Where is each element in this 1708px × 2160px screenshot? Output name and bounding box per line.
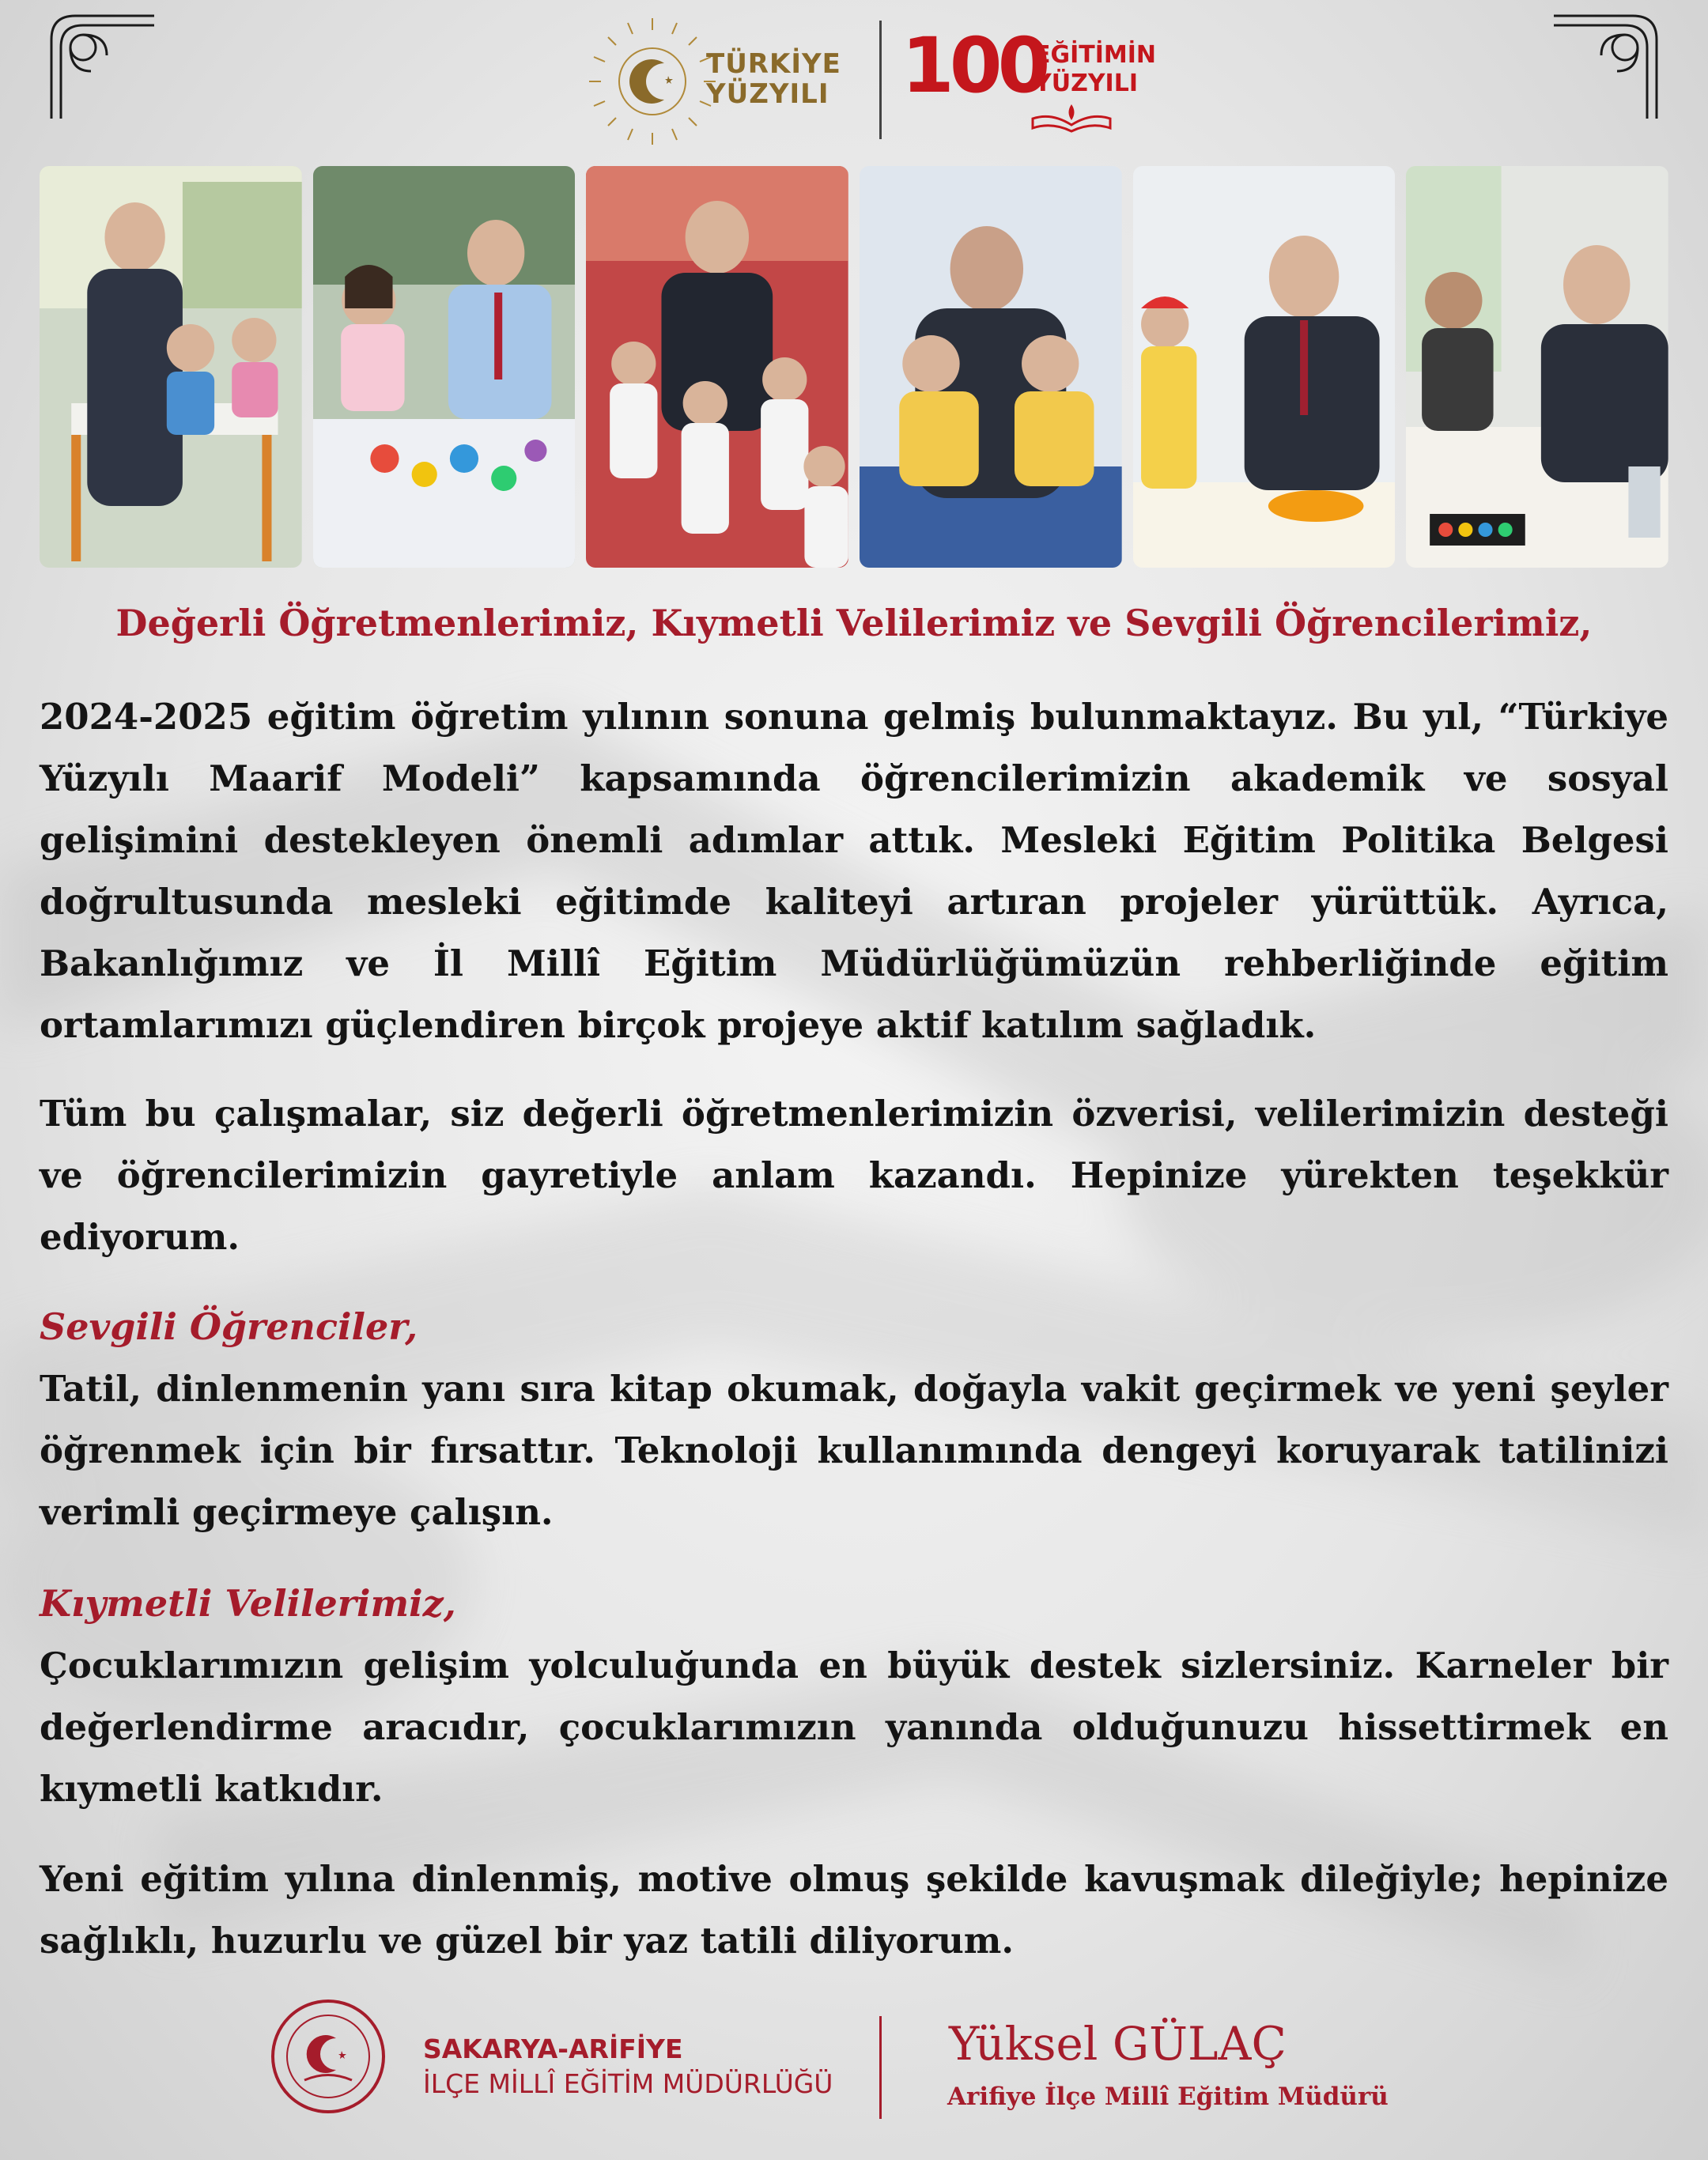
greeting-heading: Değerli Öğretmenlerimiz, Kıymetli Velilerimiz ve Sevgili Öğrencilerimiz,: [115, 602, 1593, 644]
photo-strip: [40, 166, 1668, 568]
photo-crafts-table: [1133, 166, 1396, 568]
century-number: 100: [901, 21, 1046, 110]
turkiye-line: TÜRKİYE: [706, 48, 841, 80]
org-line-2: İLÇE MİLLÎ EĞİTİM MÜDÜRLÜĞÜ: [423, 2068, 833, 2099]
turkiye-yuzyili-wordmark: [706, 49, 841, 109]
photo-students-crowd: [586, 166, 848, 568]
book-icon: [1028, 101, 1115, 133]
paragraph-parents: Çocuklarımızın gelişim yolculuğunda en büyük destek sizlersiniz. Karneler bir değerlendirme aracıdır, çocuklarımızın yanında olduğunuzu hissettirmek en kıymetli katkıdır.: [40, 1645, 1668, 1810]
yuzyili-line-red: YÜZYILI: [1034, 70, 1139, 97]
parents-heading: Kıymetli Velilerimiz,: [40, 1582, 456, 1625]
egitimin-line: EĞİTİMİN: [1034, 41, 1157, 69]
photo-classroom-visit: [40, 166, 302, 568]
header-logos: [0, 14, 1708, 149]
paragraph-closing: Yeni eğitim yılına dinlenmiş, motive olmuş şekilde kavuşmak dileğiyle; hepinize sağlıklı, huzurlu ve güzel bir yaz tatili diliyorum.: [40, 1858, 1668, 1962]
header-divider: [879, 21, 882, 139]
ministry-seal-icon: [269, 1997, 387, 2116]
photo-play-dough-table: [313, 166, 576, 568]
org-line-1: SAKARYA-ARİFİYE: [423, 2033, 683, 2064]
egitimin-yuzyili-logo: [901, 22, 1186, 149]
egitimin-yuzyili-wordmark: [1034, 41, 1156, 98]
photo-hug: [860, 166, 1122, 568]
yuzyili-line: YÜZYILI: [706, 78, 829, 110]
paragraph-thanks: Tüm bu çalışmalar, siz değerli öğretmenlerimizin özverisi, velilerimizin desteği ve öğrencilerimizin gayretiyle anlam kazandı. Hepinize yürekten teşekkür ediyorum.: [40, 1093, 1668, 1258]
students-heading: Sevgili Öğrenciler,: [40, 1305, 418, 1348]
paragraph-students: Tatil, dinlenmenin yanı sıra kitap okumak, doğayla vakit geçirmek ve yeni şeyler öğrenmek için bir fırsattır. Teknoloji kullanımında dengeyi koruyarak tatilinizi verimli geçirmeye çalışın.: [40, 1368, 1668, 1533]
signer-name: Yüksel GÜLAÇ: [949, 2017, 1287, 2071]
signer-title: Arifiye İlçe Millî Eğitim Müdürü: [947, 2083, 1389, 2111]
footer: [0, 1992, 1708, 2143]
paragraph-year-summary: 2024-2025 eğitim öğretim yılının sonuna gelmiş bulunmaktayız. Bu yıl, “Türkiye Yüzyılı Maarif Modeli” kapsamında öğrencilerimizin akademik ve sosyal gelişimini destekleyen önemli adımlar attık. Mesleki Eğitim Politika Belgesi doğrultusunda mesleki eğitimde kaliteyi artıran projeler yürüttük. Ayrıca, Bakanlığımız ve İl Millî Eğitim Müdürlüğümüzün rehberliğinde eğitim ortamlarımızı güçlendiren birçok projeye aktif katılım sağladık.: [40, 696, 1668, 1046]
photo-painting-table: [1406, 166, 1668, 568]
footer-divider: [879, 2016, 882, 2119]
